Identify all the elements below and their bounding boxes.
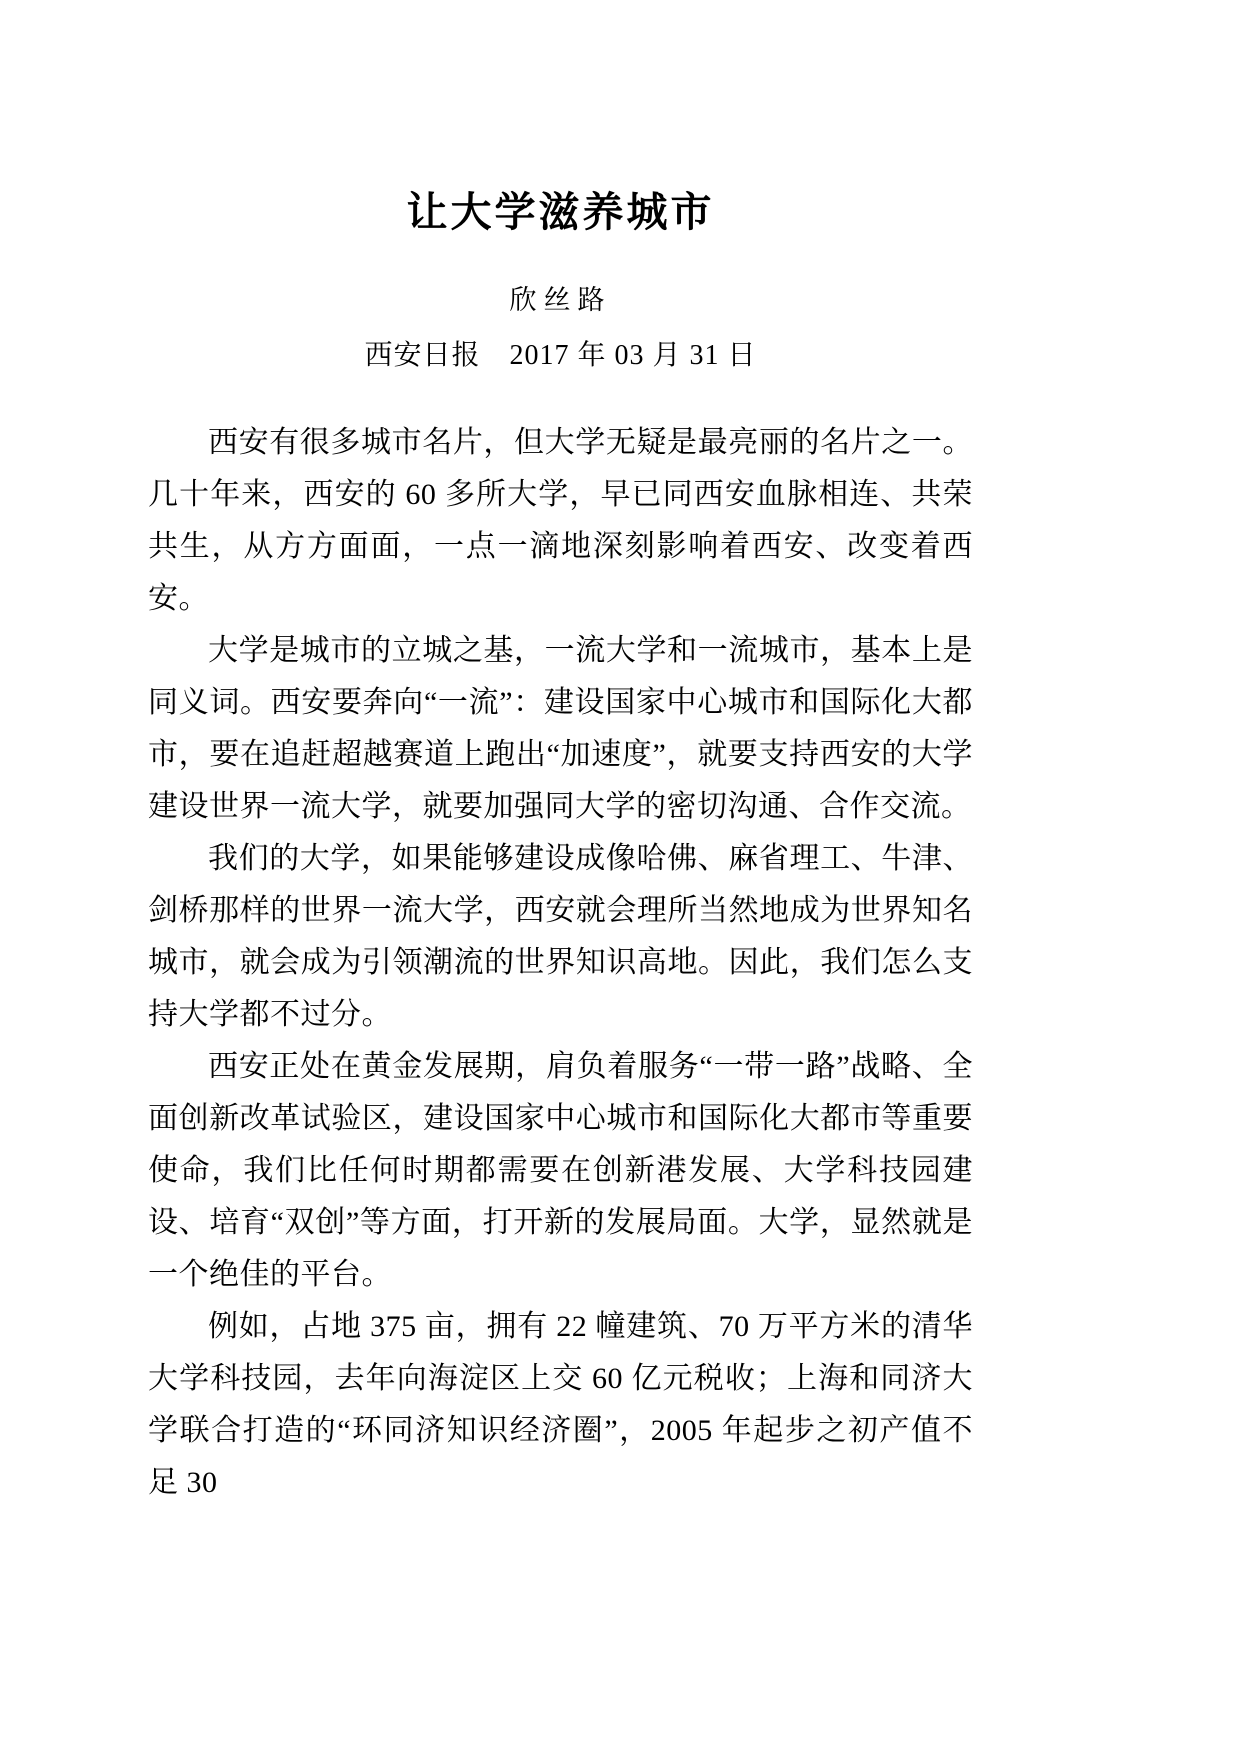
paragraph: 我们的大学，如果能够建设成像哈佛、麻省理工、牛津、剑桥那样的世界一流大学，西安就会理所当然地成为世界知名城市，就会成为引领潮流的世界知识高地。因此，我们怎么支持大学都不过分。 <box>148 841 973 1031</box>
article-title: 让大学滋养城市 <box>406 189 715 235</box>
article-source-line: 西安日报 2017 年 03 月 31 日 <box>364 340 757 372</box>
paragraph: 西安正处在黄金发展期，肩负着服务“一带一路”战略、全面创新改革试验区，建设国家中心城市和国际化大都市等重要使命，我们比任何时期都需要在创新港发展、大学科技园建设、培育“双创”等方面，打开新的发展局面。大学，显然就是一个绝佳的平台。 <box>148 1049 973 1291</box>
paragraph: 大学是城市的立城之基，一流大学和一流城市，基本上是同义词。西安要奔向“一流”：建设国家中心城市和国际化大都市，要在追赶超越赛道上跑出“加速度”，就要支持西安的大学建设世界一流大学，就要加强同大学的密切沟通、合作交流。 <box>148 633 973 823</box>
article-body <box>148 417 973 1509</box>
paragraph: 例如，占地 375 亩，拥有 22 幢建筑、70 万平方米的清华大学科技园，去年向海淀区上交 60 亿元税收；上海和同济大学联合打造的“环同济知识经济圈”，2005 年起步之初产值不足 30 <box>148 1309 973 1499</box>
article-author: 欣丝路 <box>509 285 612 316</box>
paragraph: 西安有很多城市名片，但大学无疑是最亮丽的名片之一。几十年来，西安的 60 多所大学，早已同西安血脉相连、共荣共生，从方方面面，一点一滴地深刻影响着西安、改变着西安。 <box>148 425 973 615</box>
